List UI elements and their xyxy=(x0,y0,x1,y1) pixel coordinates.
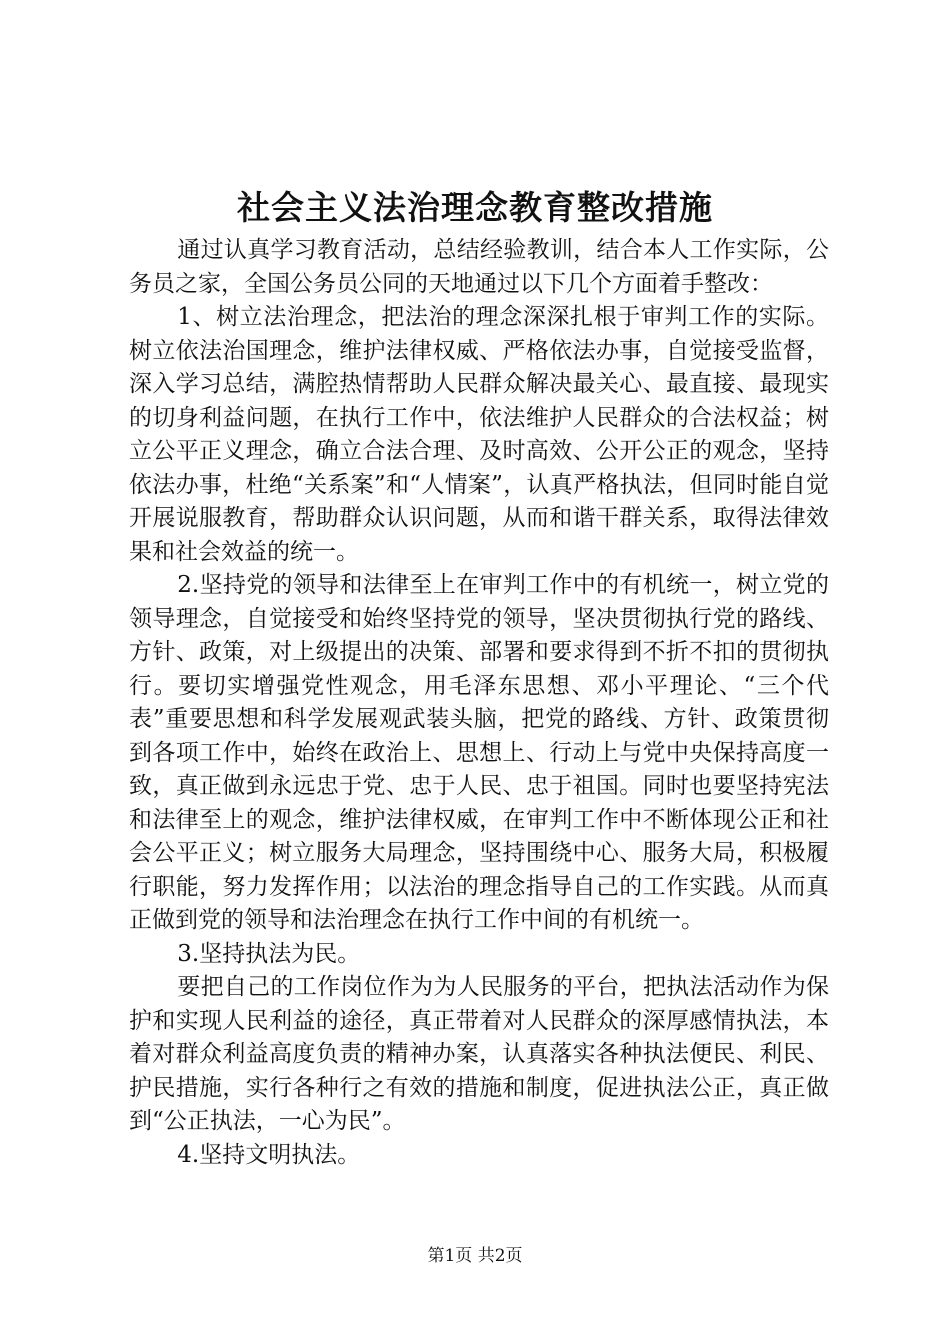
document-body xyxy=(129,234,829,1172)
section-2-paragraph: 2.坚持党的领导和法律至上在审判工作中的有机统一，树立党的领导理念，自觉接受和始终坚持党的领导，坚决贯彻执行党的路线、方针、政策，对上级提出的决策、部署和要求得到不折不扣的贯彻执行。要切实增强党性观念，用毛泽东思想、邓小平理论、“三个代表”重要思想和科学发展观武装头脑，把党的路线、方针、政策贯彻到各项工作中，始终在政治上、思想上、行动上与党中央保持高度一致，真正做到永远忠于党、忠于人民、忠于祖国。同时也要坚持宪法和法律至上的观念，维护法律权威，在审判工作中不断体现公正和社会公平正义；树立服务大局理念，坚持围绕中心、服务大局，积极履行职能，努力发挥作用；以法治的理念指导自己的工作实践。从而真正做到党的领导和法治理念在执行工作中间的有机统一。 xyxy=(129,572,829,933)
document-title: 社会主义法治理念教育整改措施 xyxy=(237,188,713,227)
section-1-paragraph: 1、树立法治理念，把法治的理念深深扎根于审判工作的实际。树立依法治国理念，维护法律权威、严格依法办事，自觉接受监督，深入学习总结，满腔热情帮助人民群众解决最关心、最直接、最现实的切身利益问题，在执行工作中，依法维护人民群众的合法权益；树立公平正义理念，确立合法合理、及时高效、公开公正的观念，坚持依法办事，杜绝“关系案”和“人情案”，认真严格执法，但同时能自觉开展说服教育，帮助群众认识问题，从而和谐干群关系，取得法律效果和社会效益的统一。 xyxy=(129,304,829,565)
section-4-heading: 4.坚持文明执法。 xyxy=(177,1141,361,1168)
section-3-paragraph: 要把自己的工作岗位作为为人民服务的平台，把执法活动作为保护和实现人民利益的途径，真正带着对人民群众的深厚感情执法，本着对群众利益高度负责的精神办案，认真落实各种执法便民、利民、护民措施，实行各种行之有效的措施和制度，促进执法公正，真正做到“公正执法，一心为民”。 xyxy=(129,974,829,1134)
page-number-footer: 第1页 共2页 xyxy=(427,1246,523,1266)
intro-paragraph: 通过认真学习教育活动，总结经验教训，结合本人工作实际，公务员之家，全国公务员公同的天地通过以下几个方面着手整改： xyxy=(129,237,829,297)
section-3-heading: 3.坚持执法为民。 xyxy=(177,940,361,967)
